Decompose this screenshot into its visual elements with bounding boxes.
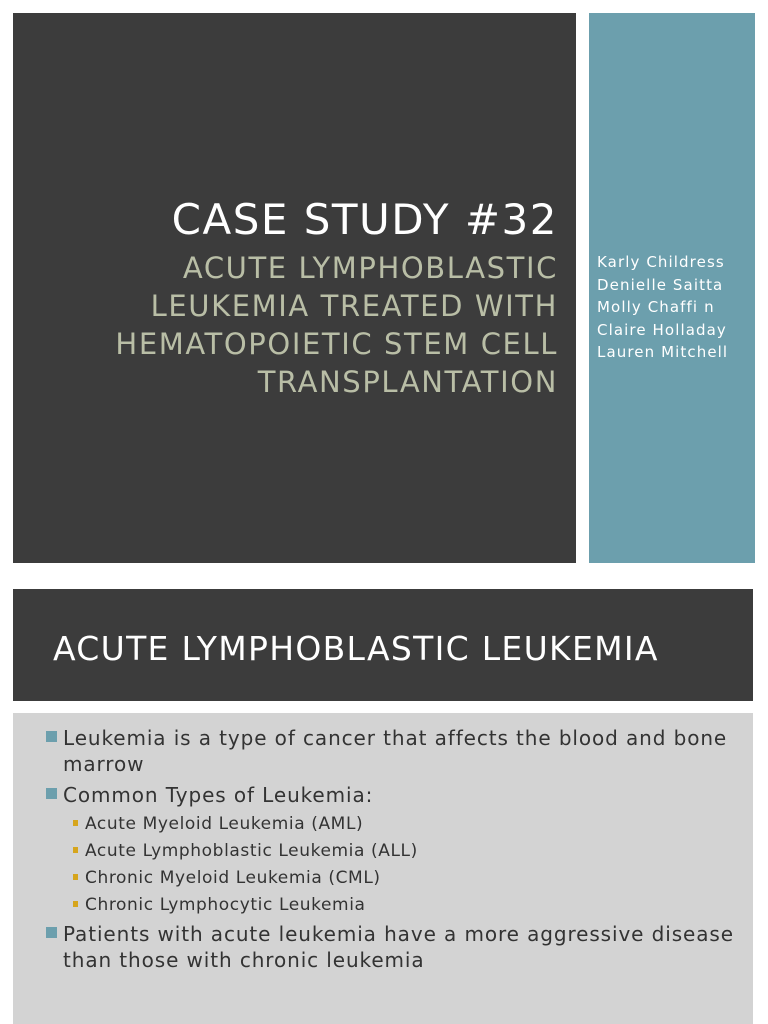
bullet-item [45, 921, 745, 973]
author-name: Molly Chaffi n [597, 298, 715, 316]
sub-title-line: TRANSPLANTATION [257, 365, 558, 399]
sub-bullet-icon [73, 847, 78, 853]
title-slide-panel [13, 13, 576, 563]
author-name: Karly Childress [597, 253, 725, 271]
sub-title-line: ACUTE LYMPHOBLASTIC [182, 251, 558, 285]
main-title: CASE STUDY #32 [171, 195, 558, 244]
bullet-list [45, 725, 745, 978]
author-name: Denielle Saitta [597, 275, 724, 294]
sub-title-line: LEUKEMIA TREATED WITH [150, 289, 558, 323]
sub-title-line: HEMATOPOIETIC STEM CELL [115, 327, 558, 361]
square-bullet-icon [46, 788, 57, 799]
author-name: Claire Holladay [597, 320, 727, 339]
square-bullet-icon [46, 927, 57, 938]
square-bullet-icon [46, 731, 57, 742]
bullet-text: Leukemia is a type of cancer that affects the blood and bone marrow [63, 726, 728, 776]
sub-bullet-icon [73, 901, 78, 907]
title-block [18, 195, 558, 401]
sub-bullet-text: Acute Lymphoblastic Leukemia (ALL) [85, 841, 418, 861]
bullet-text: Patients with acute leukemia have a more aggressive disease than those with chronic leukemia [63, 922, 734, 972]
author-panel [589, 13, 755, 563]
slide-heading: ACUTE LYMPHOBLASTIC LEUKEMIA [53, 629, 659, 668]
bullet-item [45, 782, 745, 808]
sub-bullet-text: Acute Myeloid Leukemia (AML) [85, 814, 364, 834]
author-list [597, 251, 728, 364]
sub-bullet-item [45, 840, 745, 862]
sub-bullet-icon [73, 820, 78, 826]
sub-bullet-icon [73, 874, 78, 880]
sub-bullet-text: Chronic Lymphocytic Leukemia [85, 895, 366, 915]
sub-bullet-text: Chronic Myeloid Leukemia (CML) [85, 868, 381, 888]
sub-bullet-item [45, 813, 745, 835]
author-name: Lauren Mitchell [597, 343, 729, 361]
sub-bullet-item [45, 867, 745, 889]
sub-bullet-item [45, 894, 745, 916]
bullet-text: Common Types of Leukemia: [63, 783, 374, 807]
slide-body-panel [13, 713, 753, 1024]
sub-title [18, 249, 558, 401]
bullet-item [45, 725, 745, 777]
slide-header-panel [13, 589, 753, 701]
